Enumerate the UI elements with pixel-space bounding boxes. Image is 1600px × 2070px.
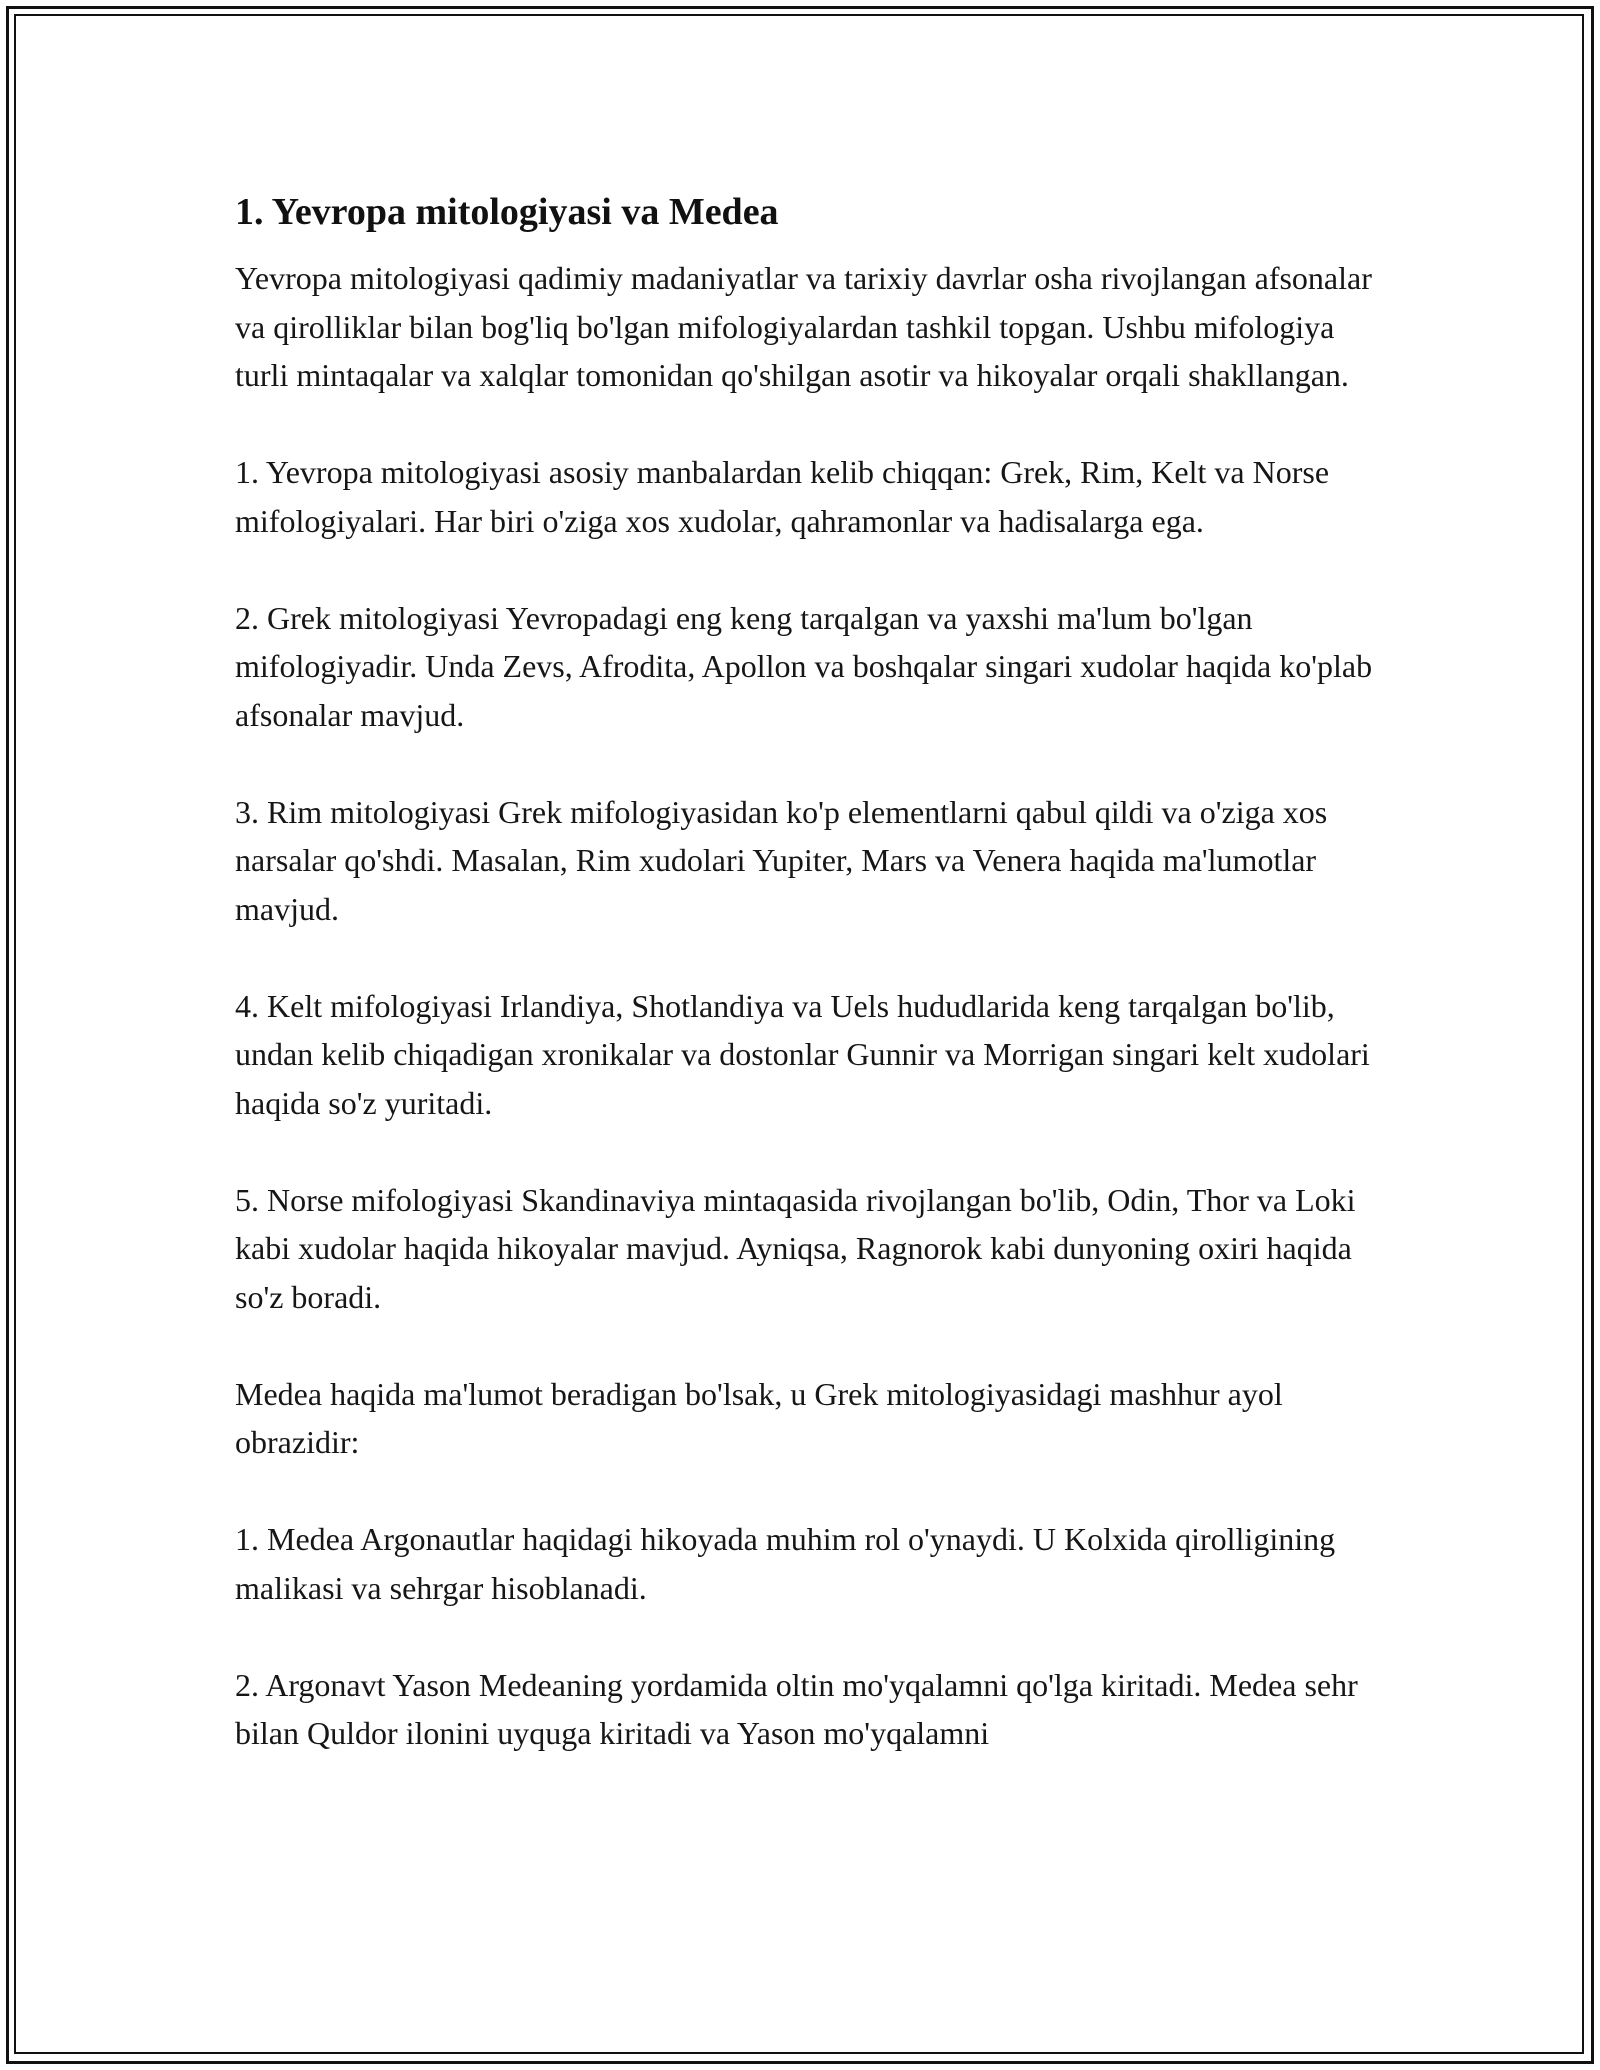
medea-intro-paragraph: Medea haqida ma'lumot beradigan bo'lsak, u Grek mitologiyasidagi mashhur ayol obrazidir: bbox=[235, 1375, 1283, 1460]
paragraph-item-4: 4. Kelt mifologiyasi Irlandiya, Shotlandiya va Uels hududlarida keng tarqalgan bo'lib, undan kelib chiqadigan xronikalar va dostonlar Gunnir va Morrigan singari kelt xudolari haqida so'z yuritadi. bbox=[235, 987, 1370, 1121]
document-body bbox=[235, 184, 1385, 1758]
paragraph-item-3: 3. Rim mitologiyasi Grek mifologiyasidan ko'p elementlarni qabul qildi va o'ziga xos narsalar qo'shdi. Masalan, Rim xudolari Yupiter, Mars va Venera haqida ma'lumotlar mavjud. bbox=[235, 793, 1328, 927]
medea-item-2: 2. Argonavt Yason Medeaning yordamida oltin mo'yqalamni qo'lga kiritadi. Medea sehr bilan Quldor ilonini uyquga kiritadi va Yason mo'yqalamni bbox=[235, 1666, 1358, 1751]
medea-item-1: 1. Medea Argonautlar haqidagi hikoyada muhim rol o'ynaydi. U Kolxida qirolligining malikasi va sehrgar hisoblanadi. bbox=[235, 1521, 1336, 1606]
paragraph-item-5: 5. Norse mifologiyasi Skandinaviya mintaqasida rivojlangan bo'lib, Odin, Thor va Loki kabi xudolar haqida hikoyalar mavjud. Ayniqsa, Ragnorok kabi dunyoning oxiri haqida so'z boradi. bbox=[235, 1181, 1356, 1315]
paragraph-item-2: 2. Grek mitologiyasi Yevropadagi eng keng tarqalgan va yaxshi ma'lum bo'lgan mifologiyadir. Unda Zevs, Afrodita, Apollon va boshqalar singari xudolar haqida ko'plab afsonalar mavjud. bbox=[235, 599, 1373, 733]
intro-paragraph: Yevropa mitologiyasi qadimiy madaniyatlar va tarixiy davrlar osha rivojlangan afsonalar va qirolliklar bilan bog'liq bo'lgan mifologiyalardan tashkil topgan. Ushbu mifologiya turli mintaqalar va xalqlar tomonidan qo'shilgan asotir va hikoyalar orqali shakllangan. bbox=[235, 260, 1372, 393]
paragraph-item-1: 1. Yevropa mitologiyasi asosiy manbalardan kelib chiqqan: Grek, Rim, Kelt va Norse mifologiyalari. Har biri o'ziga xos xudolar, qahramonlar va hadisalarga ega. bbox=[235, 454, 1330, 539]
document-title: 1. Yevropa mitologiyasi va Medea bbox=[235, 191, 779, 233]
